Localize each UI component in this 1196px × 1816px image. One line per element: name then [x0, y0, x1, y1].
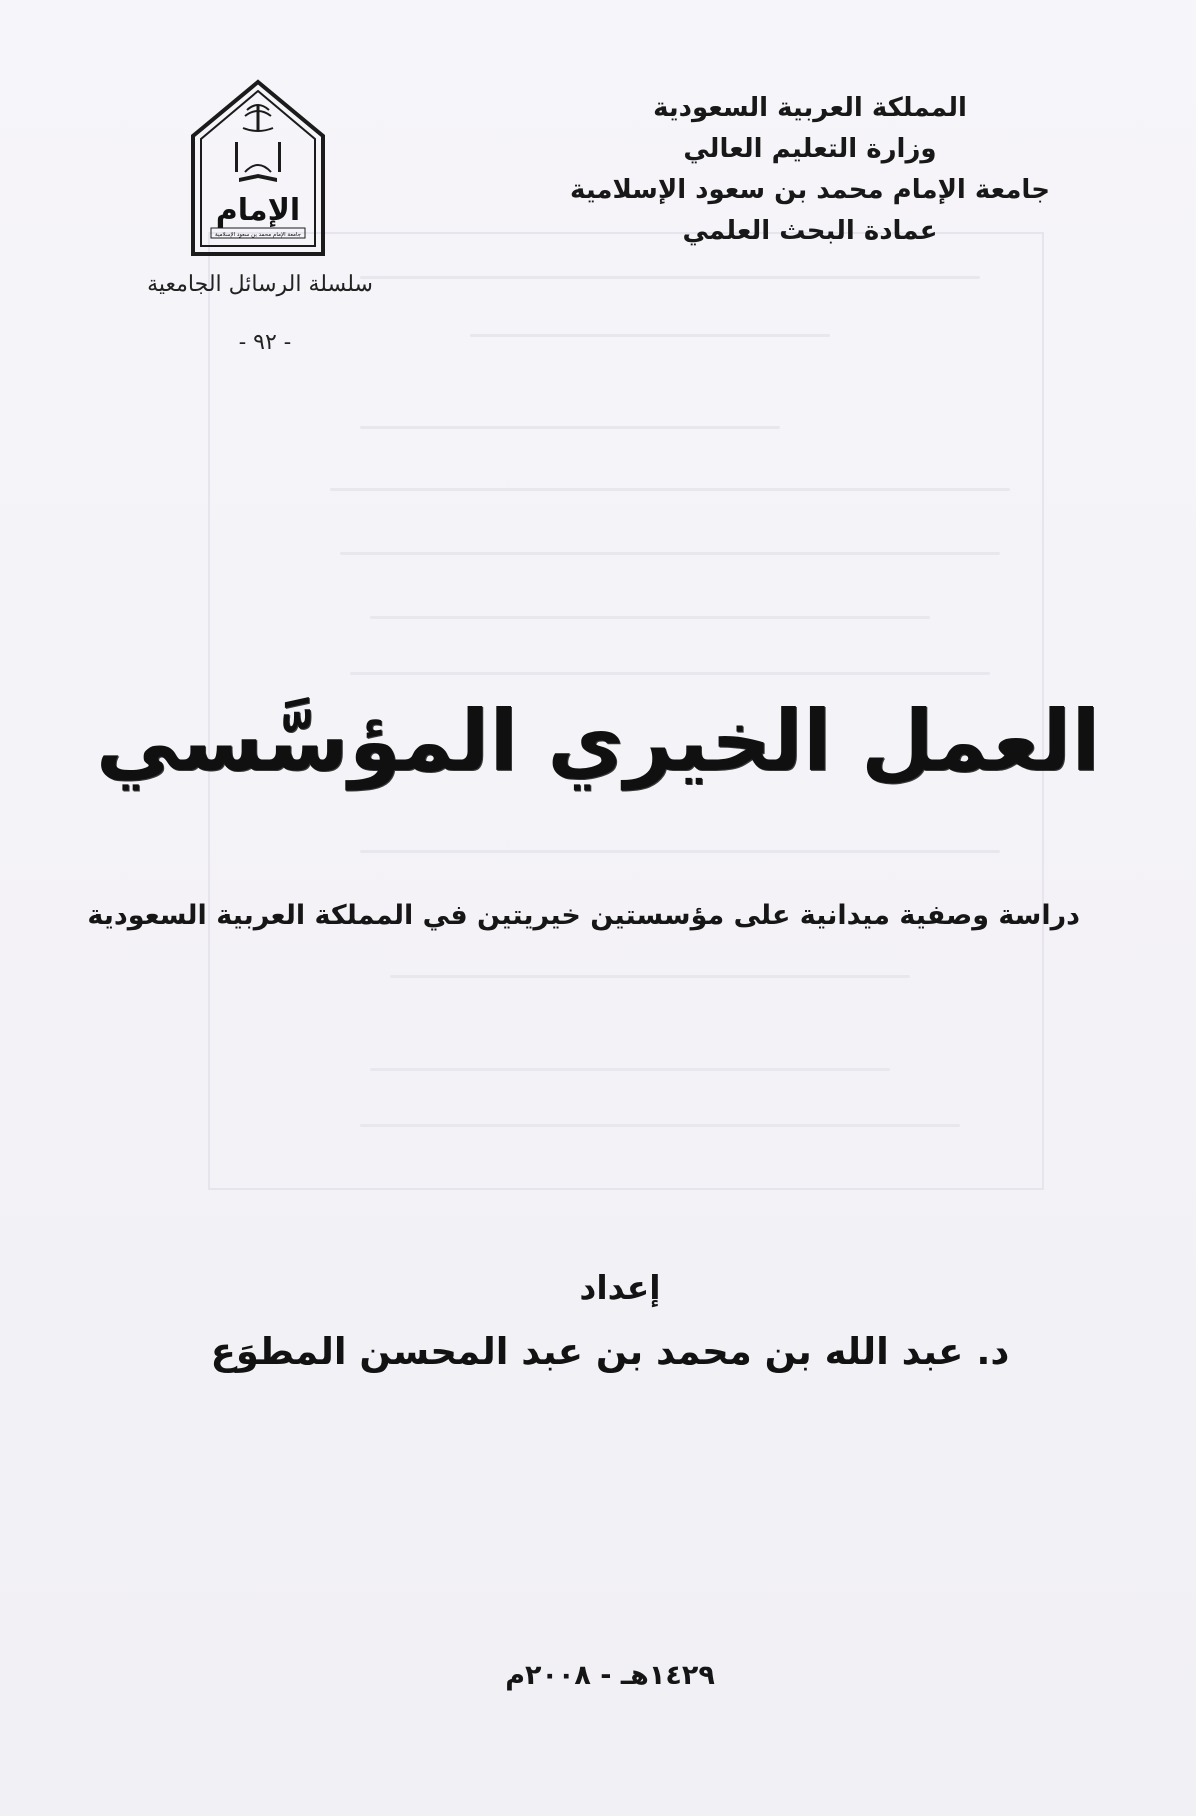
- series-name: سلسلة الرسائل الجامعية: [147, 272, 373, 297]
- header-country: المملكة العربية السعودية: [653, 93, 967, 123]
- university-emblem-icon: [187, 78, 329, 260]
- bleed-through-line: [350, 672, 990, 675]
- book-subtitle: دراسة وصفية ميدانية على مؤسستين خيريتين في المملكة العربية السعودية: [87, 900, 1080, 931]
- author-name: د. عبد الله بن محمد بن عبد المحسن المطوَع: [210, 1330, 1010, 1373]
- bleed-through-line: [360, 426, 780, 429]
- publication-date: ١٤٢٩هـ - ٢٠٠٨م: [505, 1660, 715, 1691]
- book-title: العمل الخيري المؤسَّسي: [95, 692, 1100, 790]
- bleed-through-line: [390, 975, 910, 978]
- bleed-through-line: [360, 850, 1000, 853]
- bleed-through-line: [340, 552, 1000, 555]
- institution-header: [530, 88, 1090, 252]
- header-university: جامعة الإمام محمد بن سعود الإسلامية: [570, 175, 1050, 205]
- emblem-text: الإمام: [215, 193, 301, 228]
- emblem-subtext: جامعة الإمام محمد بن سعود الإسلامية: [215, 232, 301, 238]
- bleed-through-line: [370, 1068, 890, 1071]
- bleed-through-line: [360, 276, 980, 279]
- header-ministry: وزارة التعليم العالي: [683, 134, 937, 164]
- bleed-through-line: [370, 616, 930, 619]
- header-deanship: عمادة البحث العلمي: [682, 216, 938, 246]
- bleed-through-line: [360, 1124, 960, 1127]
- series-number: - ٩٢ -: [238, 330, 292, 355]
- prepared-by-label: إعداد: [579, 1268, 661, 1307]
- bleed-through-line: [330, 488, 1010, 491]
- bleed-through-line: [470, 334, 830, 337]
